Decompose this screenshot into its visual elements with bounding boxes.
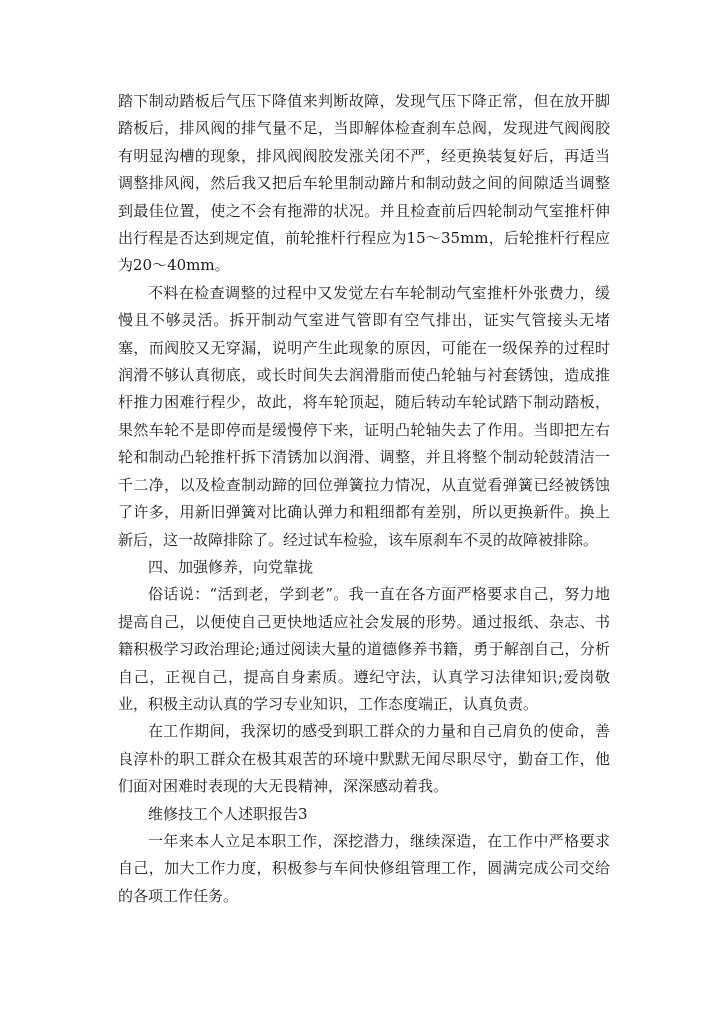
paragraph-lifelong-learning: 俗话说：“活到老，学到老”。我一直在各方面严格要求自己，努力地提高自己，以便使自己更快地适应社会发展的形势。通过报纸、杂志、书籍积极学习政治理论;通过阅读大量的道德修养书籍，勇于解剖自己，分析自己，正视自己，提高自身素质。遵纪守法，认真学习法律知识;爱岗敬业，积极主动认真的学习专业知识，工作态度端正，认真负责。: [118, 585, 610, 713]
section-heading-report-3: 维修技工个人述职报告3: [148, 804, 308, 823]
paragraph-brake-chamber-repair: 不料在检查调整的过程中又发觉左右车轮制动气室推杆外张费力，缓慢且不够灵活。拆开制动气室进气管即有空气排出，证实气管接头无堵塞，而阀胶又无穿漏，说明产生此现象的原因，可能在一级保养的过程时润滑不够认真彻底，或长时间失去润滑脂而使凸轮轴与衬套锈蚀，造成推杆推力困难行程少，故此，将车轮顶起，随后转动车轮试踏下制动踏板，果然车轮不是即停而是缓慢停下来，证明凸轮轴失去了作用。当即把左右轮和制动凸轮推杆拆下清锈加以润滑、调整，并且将整个制动轮鼓清洁一千二净，以及检查制动蹄的回位弹簧拉力情况，从直觉看弹簧已经被锈蚀了许多，用新旧弹簧对比确认弹力和粗细都有差别，所以更换新件。换上新后，这一故障排除了。经过试车检验，该车原刹车不灵的故障被排除。: [118, 283, 610, 549]
document-body: [118, 88, 610, 910]
paragraph-brake-valve-diagnosis: 踏下制动踏板后气压下降值来判断故障，发现气压下降正常，但在放开脚踏板后，排风阀的排气量不足，当即解体检查刹车总阀，发现进气阀阀胶有明显沟槽的现象，排风阀阀胶发涨关闭不严，经更换装复好后，再适当调整排风阀，然后我又把后车轮里制动蹄片和制动鼓之间的间隙适当调整到最佳位置，使之不会有拖滞的状况。并且检查前后四轮制动气室推杆伸出行程是否达到规定值，前轮推杆行程应为15～35mm，后轮推杆行程应为20～40mm。: [118, 92, 610, 275]
paragraph-workers-spirit: 在工作期间，我深切的感受到职工群众的力量和自己肩负的使命，善良淳朴的职工群众在极其艰苦的环境中默默无闻尽职尽守，勤奋工作，他们面对困难时表现的大无畏精神，深深感动着我。: [118, 722, 610, 796]
paragraph-annual-summary: 一年来本人立足本职工作，深挖潜力，继续深造，在工作中严格要求自己，加大工作力度，积极参与车间快修组管理工作，圆满完成公司交给的各项工作任务。: [118, 831, 610, 905]
section-heading-self-cultivation: 四、加强修养，向党靠拢: [148, 557, 314, 576]
